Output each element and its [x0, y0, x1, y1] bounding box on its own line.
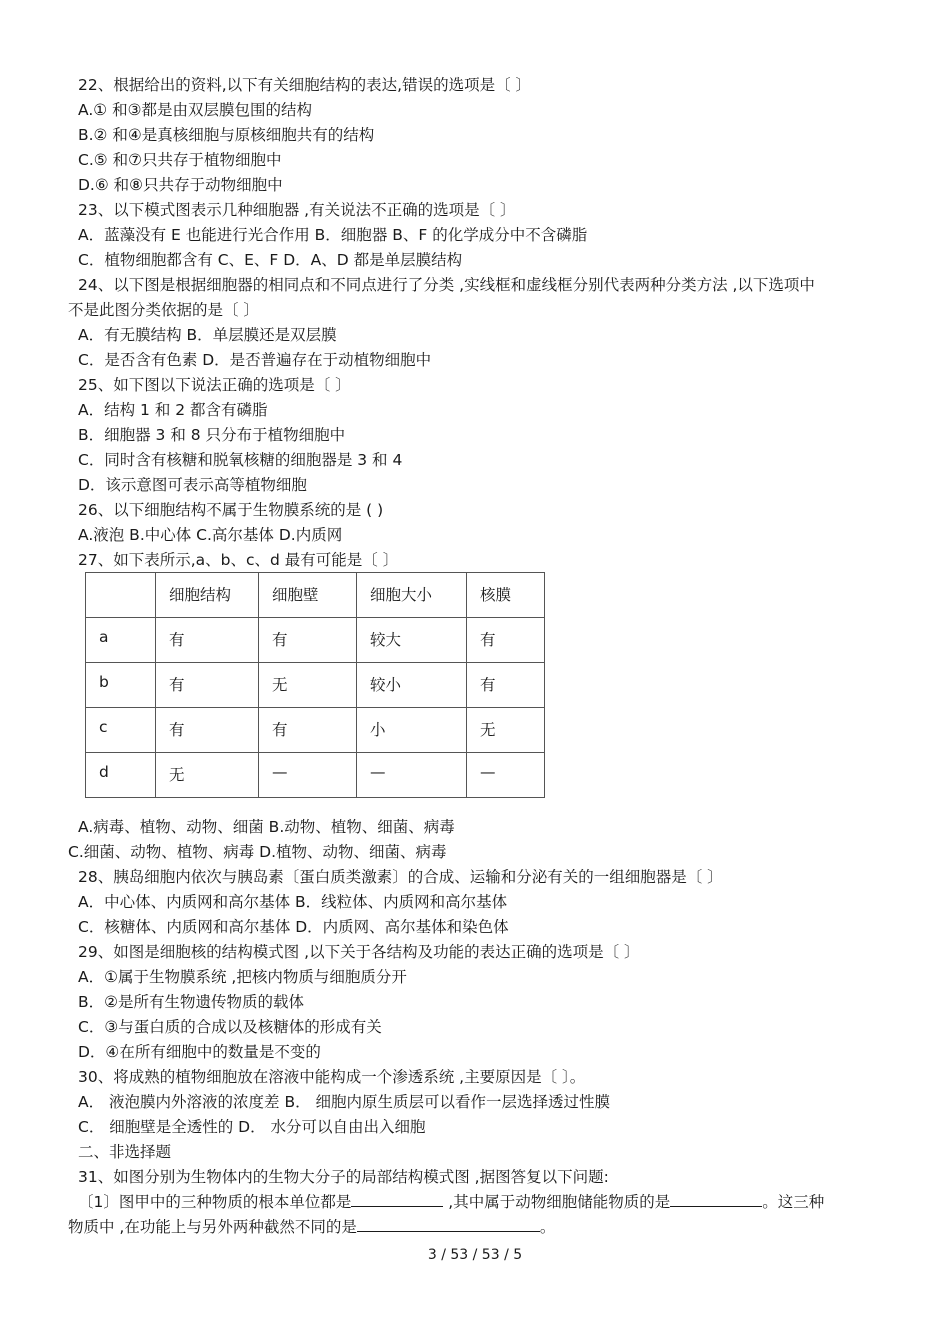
q27-options-ab: A.病毒、植物、动物、细菌 B.动物、植物、细菌、病毒: [78, 818, 455, 836]
q25-stem: 25、如下图以下说法正确的选项是〔 〕: [78, 376, 351, 394]
q22-option-c: C.⑤ 和⑦只共存于植物细胞中: [78, 151, 282, 169]
q28-stem: 28、胰岛细胞内依次与胰岛素〔蛋白质类激素〕的合成、运输和分泌有关的一组细胞器是〔 〕: [78, 868, 723, 886]
table-header-cell: [86, 573, 156, 618]
table-cell: 有: [259, 708, 357, 753]
table-header-row: [86, 573, 545, 618]
q31-part1-text-c: 。这三种: [762, 1193, 825, 1211]
q22-option-d: D.⑥ 和⑧只共存于动物细胞中: [78, 176, 283, 194]
table-cell: —: [467, 753, 545, 798]
table-header-cell: 核膜: [467, 573, 545, 618]
q30-options-ab: A． 液泡膜内外溶液的浓度差 B． 细胞内原生质层可以看作一层选择透过性膜: [78, 1093, 611, 1111]
q25-option-a: A．结构 1 和 2 都含有磷脂: [78, 401, 268, 419]
q30-options-cd: C． 细胞壁是全透性的 D． 水分可以自由出入细胞: [78, 1118, 426, 1136]
table-cell: 小: [357, 708, 467, 753]
table-header-cell: 细胞结构: [156, 573, 259, 618]
q31-part2-text-a: 物质中 ,在功能上与另外两种截然不同的是: [68, 1218, 357, 1236]
table-row: [86, 708, 545, 753]
answer-blank-3[interactable]: [357, 1217, 540, 1232]
q24-options-cd: C．是否含有色素 D．是否普遍存在于动植物细胞中: [78, 351, 432, 369]
q31-part2-text-b: 。: [539, 1218, 556, 1236]
answer-blank-2[interactable]: [670, 1192, 762, 1207]
table-cell: 有: [467, 618, 545, 663]
table-cell: 有: [156, 618, 259, 663]
q25-option-d: D．该示意图可表示高等植物细胞: [78, 476, 307, 494]
table-cell: 有: [467, 663, 545, 708]
q29-option-b: B．②是所有生物遗传物质的载体: [78, 993, 305, 1011]
table-cell: —: [357, 753, 467, 798]
q22-stem: 22、根据给出的资料,以下有关细胞结构的表达,错误的选项是〔 〕: [78, 76, 532, 94]
table-cell: c: [86, 708, 156, 753]
table-cell: d: [86, 753, 156, 798]
table-cell: 无: [467, 708, 545, 753]
q29-option-c: C．③与蛋白质的合成以及核糖体的形成有关: [78, 1018, 382, 1036]
table-cell: 有: [156, 708, 259, 753]
q29-option-a: A．①属于生物膜系统 ,把核内物质与细胞质分开: [78, 968, 407, 986]
q28-options-cd: C．核糖体、内质网和高尔基体 D．内质网、高尔基体和染色体: [78, 918, 509, 936]
table-row: [86, 663, 545, 708]
q29-stem: 29、如图是细胞核的结构模式图 ,以下关于各结构及功能的表达正确的选项是〔 〕: [78, 943, 640, 961]
q27-stem: 27、如下表所示,a、b、c、d 最有可能是〔 〕: [78, 551, 399, 569]
q29-option-d: D．④在所有细胞中的数量是不变的: [78, 1043, 321, 1061]
q24-stem-line1: 24、以下图是根据细胞器的相同点和不同点进行了分类 ,实线框和虚线框分别代表两种分类方法 ,以下选项中: [78, 276, 815, 294]
table-cell: b: [86, 663, 156, 708]
table-cell: 较大: [357, 618, 467, 663]
q23-options-ab: A．蓝藻没有 E 也能进行光合作用 B．细胞器 B、F 的化学成分中不含磷脂: [78, 226, 588, 244]
q31-part1-line1: [78, 1192, 824, 1212]
q23-stem: 23、以下模式图表示几种细胞器 ,有关说法不正确的选项是〔 〕: [78, 201, 516, 219]
q27-table: [85, 572, 545, 798]
q25-option-c: C．同时含有核糖和脱氧核糖的细胞器是 3 和 4: [78, 451, 403, 469]
table-header-cell: 细胞大小: [357, 573, 467, 618]
q31-part1-text-b: ,其中属于动物细胞储能物质的是: [443, 1193, 671, 1211]
q27-options-cd: C.细菌、动物、植物、病毒 D.植物、动物、细菌、病毒: [68, 843, 447, 861]
table-row: [86, 753, 545, 798]
page-number-footer: 3 / 53 / 53 / 5: [427, 1247, 523, 1263]
q26-stem: 26、以下细胞结构不属于生物膜系统的是 ( ): [78, 501, 384, 519]
table-cell: 无: [156, 753, 259, 798]
table-cell: 无: [259, 663, 357, 708]
table-header-cell: 细胞壁: [259, 573, 357, 618]
table-cell: —: [259, 753, 357, 798]
table-cell: a: [86, 618, 156, 663]
q24-options-ab: A．有无膜结构 B．单层膜还是双层膜: [78, 326, 337, 344]
table-row: [86, 618, 545, 663]
q28-options-ab: A．中心体、内质网和高尔基体 B．线粒体、内质网和高尔基体: [78, 893, 508, 911]
q25-option-b: B．细胞器 3 和 8 只分布于植物细胞中: [78, 426, 346, 444]
q30-stem: 30、将成熟的植物细胞放在溶液中能构成一个渗透系统 ,主要原因是〔 〕。: [78, 1068, 586, 1086]
q31-part1-text-a: 〔1〕图甲中的三种物质的根本单位都是: [78, 1193, 352, 1211]
table-cell: 较小: [357, 663, 467, 708]
q31-stem: 31、如图分别为生物体内的生物大分子的局部结构模式图 ,据图答复以下问题:: [78, 1168, 609, 1186]
table-cell: 有: [259, 618, 357, 663]
q22-option-a: A.① 和③都是由双层膜包围的结构: [78, 101, 312, 119]
q22-option-b: B.② 和④是真核细胞与原核细胞共有的结构: [78, 126, 375, 144]
answer-blank-1[interactable]: [351, 1192, 443, 1207]
q24-stem-line2: 不是此图分类依据的是〔 〕: [68, 301, 259, 319]
q23-options-cd: C．植物细胞都含有 C、E、F D．A、D 都是单层膜结构: [78, 251, 463, 269]
q26-options: A.液泡 B.中心体 C.高尔基体 D.内质网: [78, 526, 343, 544]
q31-part1-line2: [68, 1217, 555, 1237]
table-cell: 有: [156, 663, 259, 708]
section-heading: 二、非选择题: [78, 1143, 172, 1161]
